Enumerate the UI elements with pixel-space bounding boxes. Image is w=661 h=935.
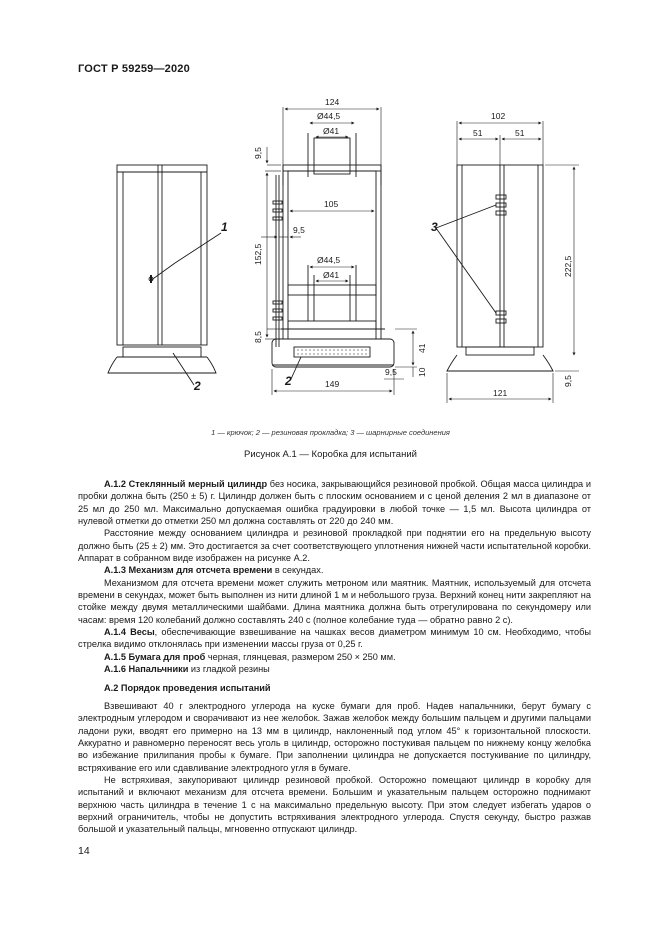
paragraph: А.1.2 Стеклянный мерный цилиндр без носика, закрывающийся резиновой пробкой. Общая масса цилиндра и пробки должна быть (250 ± 5) г. Цилиндр должен быть с плоским основанием и с ценой деления 2 мл в диапазоне от 25 мл до 250 мл. Максимально допускаемая ошибка градуировки в любой точке — 1,5 мл. Высота цилиндра от нулевой отметки до отметки 250 мл должна составлять от 220 до 240 мм. [78,479,591,527]
dim-222-5: 222,5 [563,255,573,277]
dim-124: 124 [325,97,340,107]
technical-drawing [95,85,585,420]
figure-legend: 1 — крючок; 2 — резиновая прокладка; 3 — шарнирные соединения [211,428,450,437]
paragraph: А.1.5 Бумага для проб черная, глянцевая, размером 250 × 250 мм. [104,651,396,662]
paragraph: Механизмом для отсчета времени может служить метроном или маятник. Маятник, используемый для отсчета времени в секундах, может быть выполнен из нити длиной 1 м и небольшого груза. Верхний конец нити закрепляют на стойке между двумя металлическими шайбами. Длина маятника должна быть отрегулирована по секундомеру или часам: время 120 колебаний должно составлять 240 с (полное колебание туда — обратно равно 2 с). [78,577,591,625]
dim-9-5-mid: 9,5 [293,225,305,235]
dim-9-5-right: 9,5 [563,375,573,387]
dim-9-5-bottom: 9,5 [385,367,397,377]
figure-test-box-drawing [95,85,585,420]
paragraph: А.1.6 Напальчники из гладкой резины [104,664,270,675]
dim-41: 41 [417,343,427,353]
callout-2-left: 2 [194,379,201,393]
dim-d41-top: Ø41 [323,126,340,136]
dim-10: 10 [417,367,427,377]
paragraph: А.1.4 Весы, обеспечивающие взвешивание на чашках весов диаметром минимум 10 см. Необходимо, чтобы стрелка видимо отклонялась при изменении массы груза от 0,25 г. [78,627,591,650]
left-view [108,165,221,385]
standard-header: ГОСТ Р 59259—2020 [78,63,190,75]
dim-149: 149 [325,379,340,389]
dim-102: 102 [491,111,506,121]
dim-105: 105 [324,199,339,209]
dim-51-left: 51 [473,128,483,138]
paragraph: А.1.3 Механизм для отсчета времени в секундах. [104,565,324,576]
callout-2-center: 2 [285,374,292,388]
callout-1: 1 [221,220,228,234]
right-view [436,165,553,371]
paragraph: Взвешивают 40 г электродного углерода на куске бумаги для проб. Надев напальчники, берут бумагу с электродным углеродом и сворачивают из нее желобок. Зажав желобок между большим пальцем и другими пальцами ладони руки, вводят его примерно на 13 мм в цилиндр, наклоненный под углом 45° к горизонтальной плоскости. Аккуратно и равномерно переносят весь уголь в цилиндр, осторожно постукивая пальцем по нижнему концу желобка во избежание прилипания пробы к бумаге. При заполнении цилиндра не допускается постукивание по цилиндру, встряхивание его или сдавливание электродного угля в бумаге. [78,700,591,773]
dim-8-5: 8,5 [253,331,263,343]
paragraph: Расстояние между основанием цилиндра и резиновой прокладкой при поднятии его на предельную высоту должно быть (25 ± 2) мм. Это достигается за счет соответствующего уплотнения нижней части испытательной коробки. Аппарат в собранном виде изображен на рисунке А.2. [78,528,591,564]
figure-caption: Рисунок А.1 — Коробка для испытаний [244,449,417,460]
page-number: 14 [78,845,90,857]
dim-d44-top: Ø44,5 [317,111,341,121]
dim-9-5-top: 9,5 [253,147,263,159]
section-title: А.2 Порядок проведения испытаний [104,682,271,693]
dim-51-right: 51 [515,128,525,138]
dim-152-5: 152,5 [253,243,263,265]
callout-3: 3 [431,220,438,234]
dim-d44-mid: Ø44,5 [317,255,341,265]
dim-121: 121 [493,388,508,398]
dim-d41-mid: Ø41 [323,270,340,280]
paragraph: Не встряхивая, закупоривают цилиндр резиновой пробкой. Осторожно помещают цилиндр в коробку для испытаний и включают механизм для отсчета времени. Большим и указательным пальцем осторожно поднимают верхнюю часть цилиндра в течение 1 с на максимально предельную высоту. При этом следует избегать ударов о верхний ограничитель, чтобы не допустить встряхивания электродного углерода. Спустя секунду, быстро разжав большой и указательный пальцы, мгновенно отпускают цилиндр. [78,774,591,835]
document-body [78,478,591,836]
